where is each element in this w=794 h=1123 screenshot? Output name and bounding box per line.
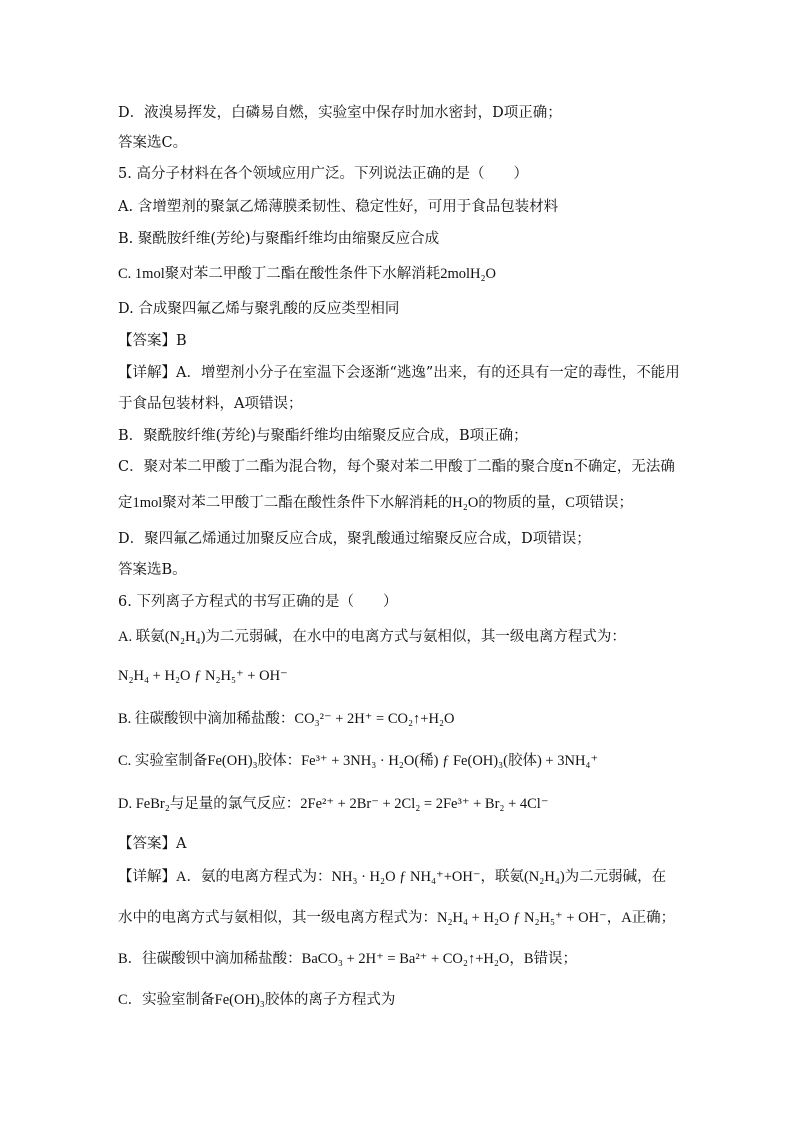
question-6-explanation-line-2: 水中的电离方式与氨相似，其一级电离方程式为：N₂H₄ + H₂O ƒ N₂H₅⁺ + OH⁻，A正确；: [118, 910, 676, 926]
question-5-answer-choice: 答案选B。: [118, 562, 187, 578]
text-line-answer-choice-q4: 答案选C。: [118, 135, 188, 151]
question-5-explanation-line-3: B．聚酰胺纤维(芳纶)与聚酯纤维均由缩聚反应合成，B项正确；: [118, 428, 528, 444]
text-line-answer-d-q4: D．液溴易挥发，白磷易自燃，实验室中保存时加水密封，D项正确；: [118, 105, 562, 121]
question-5-explanation-line-6: D．聚四氟乙烯通过加聚反应合成，聚乳酸通过缩聚反应合成，D项错误；: [118, 531, 591, 547]
question-6-stem: 6. 下列离子方程式的书写正确的是（ ）: [118, 594, 398, 610]
question-6-option-b: B. 往碳酸钡中滴加稀盐酸：CO₃²⁻ + 2H⁺ = CO₂↑+H₂O: [118, 711, 455, 727]
question-5-option-a: A. 含增塑剂的聚氯乙烯薄膜柔韧性、稳定性好，可用于食品包装材料: [118, 199, 559, 215]
question-6-explanation-line-3: B．往碳酸钡中滴加稀盐酸：BaCO₃ + 2H⁺ = Ba²⁺ + CO₂↑+H₂O，B错误；: [118, 951, 578, 967]
question-5-stem: 5. 高分子材料在各个领域应用广泛。下列说法正确的是（ ）: [118, 166, 528, 182]
question-6-option-a-equation: N₂H₄ + H₂O ƒ N₂H₅⁺ + OH⁻: [118, 668, 288, 684]
question-6-explanation-line-1: 【详解】A．氨的电离方程式为：NH₃ · H₂O ƒ NH₄⁺+OH⁻，联氨(N₂H₄)为二元弱碱，在: [118, 869, 667, 885]
question-5-explanation-line-1: 【详解】A．增塑剂小分子在室温下会逐渐“逃逸”出来，有的还具有一定的毒性，不能用: [118, 365, 680, 381]
question-5-option-b: B. 聚酰胺纤维(芳纶)与聚酯纤维均由缩聚反应合成: [118, 231, 440, 247]
question-5-explanation-line-2: 于食品包装材料，A项错误；: [118, 396, 303, 412]
question-5-option-c: C. 1mol聚对苯二甲酸丁二酯在酸性条件下水解消耗2molH₂O: [118, 266, 497, 282]
question-5-answer: 【答案】B: [118, 333, 187, 349]
question-6-explanation-line-4: C．实验室制备Fe(OH)₃胶体的离子方程式为: [118, 992, 396, 1008]
question-5-option-d: D. 合成聚四氟乙烯与聚乳酸的反应类型相同: [118, 301, 400, 317]
question-5-explanation-line-4: C．聚对苯二甲酸丁二酯为混合物，每个聚对苯二甲酸丁二酯的聚合度n不确定，无法确: [118, 459, 675, 475]
question-6-option-a: A. 联氨(N₂H₄)为二元弱碱，在水中的电离方式与氨相似，其一级电离方程式为：: [118, 629, 626, 645]
question-6-answer: 【答案】A: [118, 836, 187, 852]
question-5-explanation-line-5: 定1mol聚对苯二甲酸丁二酯在酸性条件下水解消耗的H₂O的物质的量，C项错误；: [118, 495, 633, 511]
question-6-option-c: C. 实验室制备Fe(OH)₃胶体：Fe³⁺ + 3NH₃ · H₂O(稀) ƒ Fe(OH)₃(胶体) + 3NH₄⁺: [118, 753, 599, 769]
question-6-option-d: D. FeBr₂与足量的氯气反应：2Fe²⁺ + 2Br⁻ + 2Cl₂ = 2Fe³⁺ + Br₂ + 4Cl⁻: [118, 796, 549, 812]
